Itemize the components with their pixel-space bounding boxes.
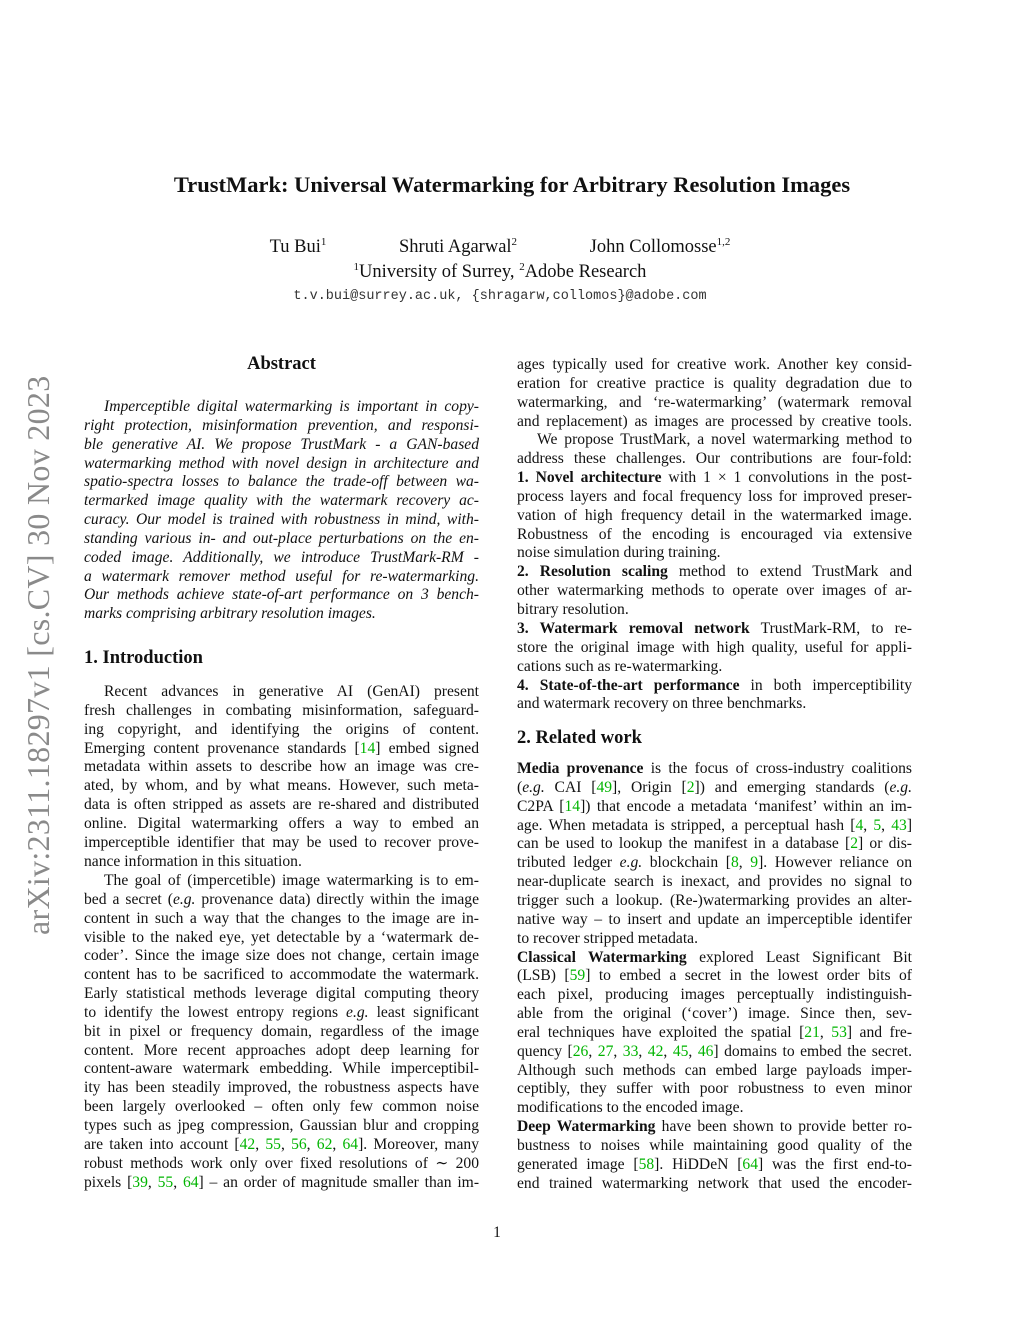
text-line: to recover stripped metadata. <box>517 929 698 947</box>
text-line: metadata within assets to describe how an image was cre- <box>84 758 479 776</box>
run-in-heading: 4. State-of-the-art performance <box>517 676 740 694</box>
text-line: eration for creative practice is quality degradation due to <box>517 374 912 392</box>
citation-link[interactable]: 21 <box>804 1023 820 1041</box>
text-line: standing various in- and out-place perturbations on the en- <box>84 529 479 547</box>
abstract-body <box>84 398 479 624</box>
author-list <box>0 237 1000 258</box>
citation-link[interactable]: 55 <box>157 1173 174 1191</box>
text-line: ing copyright, and identifying the origins of content. <box>84 720 479 738</box>
text-line: address these challenges. Our contributions are four-fold: <box>517 450 912 468</box>
text-line: content-aware watermark embedding. While imperceptibil- <box>84 1060 479 1078</box>
text-line: content. More recent approaches adopt deep learning for <box>84 1041 479 1059</box>
text-line: other watermarking methods to operate over images of ar- <box>517 582 912 600</box>
text-line: quency [26, 27, 33, 42, 45, 46] domains to embed the secret. <box>517 1042 913 1060</box>
text-line: end trained watermarking network that used the encoder- <box>517 1174 912 1192</box>
citation-link[interactable]: 45 <box>672 1042 689 1060</box>
text-line: (LSB) [59] to embed a secret in the lowest order bits of <box>517 967 912 985</box>
text-line: watermarking, and ‘re-watermarking’ (watermark removal <box>517 393 912 411</box>
citation-link[interactable]: 53 <box>831 1023 847 1041</box>
paragraph <box>517 431 912 469</box>
citation-link[interactable]: 56 <box>291 1135 307 1153</box>
author <box>399 237 517 258</box>
text-line: marks comprising arbitrary resolution images. <box>84 605 376 623</box>
affiliation-mark: 1 <box>320 236 327 248</box>
run-in-heading: 3. Watermark removal network <box>517 620 750 637</box>
arxiv-stamp: arXiv:2311.18297v1 [cs.CV] 30 Nov 2023 <box>20 375 56 935</box>
text-line: 2. Resolution scaling method to extend TrustMark and <box>517 563 912 581</box>
text-line: ble generative AI. We propose TrustMark - a GAN-based <box>84 435 479 453</box>
text-line: ity has been steadily improved, the robustness aspects have <box>84 1079 479 1097</box>
text-line: imperceptible identifier that may be used to recover prove- <box>84 833 479 851</box>
paragraph <box>517 1118 912 1193</box>
text-line: native way – to insert and update an imperceptible identifer <box>517 910 912 928</box>
citation-link[interactable]: 64 <box>182 1173 199 1191</box>
text-line: Emerging content provenance standards [14] embed signed <box>84 739 479 757</box>
contribution-item <box>517 563 912 620</box>
citation-link[interactable]: 39 <box>132 1173 148 1191</box>
citation-link[interactable]: 5 <box>873 816 882 834</box>
text-line: coded image. Additionally, we introduce TrustMark-RM - <box>84 548 479 566</box>
text-line: able from the original (‘cover’) image. Since then, sev- <box>517 1005 912 1023</box>
text-line: a watermark remover method useful for re-watermarking. <box>84 567 479 585</box>
text-line: ated, by whom, and by what means. However, such meta- <box>84 777 479 795</box>
author-name: Tu Bui <box>269 237 321 257</box>
citation-link[interactable]: 26 <box>572 1042 589 1060</box>
citation-link[interactable]: 62 <box>316 1135 333 1153</box>
text-line: Although such methods can embed large payloads imper- <box>517 1061 912 1079</box>
text-line: Our methods achieve state-of-art performance on 3 bench- <box>84 586 479 604</box>
citation-link[interactable]: 64 <box>342 1135 359 1153</box>
text-line: watermarking method with novel design in architecture and <box>84 454 479 472</box>
citation-link[interactable]: 33 <box>622 1042 639 1060</box>
text-line: near-duplicate search is inexact, and provides no signal to <box>517 873 912 891</box>
citation-link[interactable]: 59 <box>569 967 586 985</box>
text-line: tributed ledger e.g. blockchain [8, 9]. However reliance on <box>517 854 913 872</box>
text-line: online. Digital watermarking offers a way to embed an <box>84 814 479 832</box>
text-line: content in such a way that the changes to the image are in- <box>84 909 479 927</box>
citation-link[interactable]: 8 <box>730 854 739 872</box>
citation-link[interactable]: 14 <box>359 739 376 757</box>
text-line: trigger such a lookup. (Re-)watermarking provides an alter- <box>517 891 912 909</box>
citation-link[interactable]: 27 <box>597 1042 614 1060</box>
paragraph <box>517 356 912 431</box>
text-line: and replacement) as images are processed by creative tools. <box>517 412 912 430</box>
text-line: bustness to noises while maintaining good quality of the <box>517 1136 912 1154</box>
abstract-heading: Abstract <box>247 354 316 374</box>
text-line: Media provenance is the focus of cross-industry coalitions <box>517 760 912 777</box>
text-line: data is often stripped as assets are re-shared and distributed <box>84 796 479 814</box>
text-line: 1. Novel architecture with 1 × 1 convolutions in the post- <box>517 469 912 487</box>
text-line: cations such as re-watermarking. <box>517 657 723 675</box>
text-line: Recent advances in generative AI (GenAI) present <box>104 683 479 700</box>
text-line: types such as jpeg compression, Gaussian blur and cropping <box>84 1116 479 1134</box>
text-line: bit in pixel or frequency domain, regardless of the image <box>84 1022 479 1040</box>
run-in-heading: Media provenance <box>517 760 644 777</box>
text-line: been largely overlooked – often only few common noise <box>84 1098 479 1116</box>
text-line: content has to be sacrificed to accommodate the watermark. <box>84 966 479 984</box>
citation-link[interactable]: 43 <box>891 816 907 834</box>
citation-link[interactable]: 2 <box>850 835 858 853</box>
text-line: termarked image quality with the watermark recovery ac- <box>84 492 479 510</box>
text-line: Classical Watermarking explored Least Significant Bit <box>517 948 912 966</box>
text-line: Early statistical methods leverage digital computing theory <box>84 985 479 1003</box>
author-emails: t.v.bui@surrey.ac.uk, {shragarw,collomos}@adobe.com <box>293 289 707 304</box>
section-heading-related-work: 2. Related work <box>517 728 642 748</box>
text-line: Imperceptible digital watermarking is important in copy- <box>104 398 479 415</box>
text-line: curacy. Our model is trained with robustness in mind, with- <box>84 511 479 529</box>
citation-link[interactable]: 42 <box>239 1135 256 1153</box>
author <box>270 237 327 258</box>
affiliation-mark: 1,2 <box>716 236 731 248</box>
text-line: ages typically used for creative work. Another key consid- <box>517 356 912 373</box>
text-line: bed a secret (e.g. provenance data) directly within the image <box>84 890 479 908</box>
text-line: generated image [58]. HiDDeN [64] was the first end-to- <box>517 1155 912 1173</box>
paragraph <box>517 949 912 1119</box>
run-in-heading: 2. Resolution scaling <box>517 563 668 581</box>
text-line: each pixel, producing images perceptually indistinguish- <box>517 986 912 1004</box>
author <box>590 237 731 258</box>
text-line: noise simulation during training. <box>517 544 721 562</box>
affiliations <box>0 262 1000 283</box>
affiliation-mark: 1 <box>353 261 360 273</box>
text-line: store the original image with high quality, useful for appli- <box>517 638 912 656</box>
text-line: We propose TrustMark, a novel watermarking method to <box>537 431 912 449</box>
paragraph <box>84 872 479 1192</box>
citation-link[interactable]: 14 <box>564 797 581 815</box>
text-line: ceptibly, they suffer with poor robustness to even minor <box>517 1080 912 1098</box>
text-line: The goal of (impercetible) image watermarking is to em- <box>104 872 479 889</box>
text-line: visible to the naked eye, yet detectable by a ‘watermark de- <box>84 928 479 946</box>
text-line: nance information in this situation. <box>84 852 302 870</box>
citation-link[interactable]: 49 <box>596 778 613 796</box>
contribution-item <box>517 677 912 715</box>
text-line: spatio-spectra losses to balance the trade-off between wa- <box>84 473 479 491</box>
text-line: coder’. Since the image size does not change, certain image <box>84 947 479 965</box>
text-line: fresh challenges in combating misinformation, safeguard- <box>84 701 479 719</box>
paragraph <box>517 760 912 948</box>
text-line: Robustness of the encoding is encouraged via extensive <box>517 525 912 543</box>
text-line: to identify the lowest entropy regions e.g. least significant <box>84 1003 479 1021</box>
citation-link[interactable]: 46 <box>697 1042 714 1060</box>
paragraph <box>84 683 479 871</box>
affiliation-mark: 2 <box>511 236 518 248</box>
contribution-item <box>517 620 912 677</box>
affiliation: University of Surrey, <box>359 262 515 282</box>
text-line: C2PA [14]) that encode a metadata ‘manifest’ within an im- <box>517 797 912 815</box>
text-line: and watermark recovery on three benchmarks. <box>517 695 807 713</box>
run-in-heading: 1. Novel architecture <box>517 469 662 487</box>
citation-link[interactable]: 9 <box>750 854 759 872</box>
citation-link[interactable]: 55 <box>265 1135 281 1153</box>
affiliation-mark: 2 <box>519 261 525 273</box>
text-line: vation of high frequency detail in the watermarked image. <box>517 506 912 524</box>
text-line: 4. State-of-the-art performance in both imperceptibility <box>517 676 912 694</box>
text-line: robust methods work only over fixed resolutions of ∼ 200 <box>84 1154 479 1172</box>
text-line: Deep Watermarking have been shown to provide better ro- <box>517 1118 913 1135</box>
contribution-item <box>517 469 912 563</box>
text-line: pixels [39, 55, 64] – an order of magnitude smaller than im- <box>84 1173 480 1191</box>
citation-link[interactable]: 2 <box>686 778 695 796</box>
text-line: are taken into account [42, 55, 56, 62, 64]. Moreover, many <box>84 1135 480 1153</box>
text-line: eral techniques have exploited the spatial [21, 53] and fre- <box>517 1023 913 1041</box>
paper-title: TrustMark: Universal Watermarking for Arbitrary Resolution Images <box>173 172 851 197</box>
citation-link[interactable]: 42 <box>647 1042 664 1060</box>
run-in-heading: Deep Watermarking <box>517 1118 656 1135</box>
citation-link[interactable]: 4 <box>855 816 864 834</box>
section-heading-introduction: 1. Introduction <box>84 648 203 668</box>
text-line: bitrary resolution. <box>517 601 629 619</box>
affiliation: Adobe Research <box>524 262 647 282</box>
page-number: 1 <box>493 1224 501 1241</box>
author-name: Shruti Agarwal <box>399 237 512 257</box>
text-line: right protection, misinformation prevention, and responsi- <box>84 416 479 434</box>
text-line: 3. Watermark removal network TrustMark-RM, to re- <box>517 620 912 637</box>
text-line: modifications to the encoded image. <box>517 1099 744 1117</box>
text-line: process layers and focal frequency loss for improved preser- <box>517 487 912 505</box>
text-line: (e.g. CAI [49], Origin [2]) and emerging standards (e.g. <box>517 778 912 796</box>
citation-link[interactable]: 64 <box>742 1155 758 1173</box>
citation-link[interactable]: 58 <box>638 1155 655 1173</box>
author-name: John Collomosse <box>589 237 717 257</box>
run-in-heading: Classical Watermarking <box>517 948 687 966</box>
text-line: can be used to lookup the manifest in a database [2] or dis- <box>517 835 913 853</box>
text-line: age. When metadata is stripped, a perceptual hash [4, 5, 43] <box>517 816 913 834</box>
